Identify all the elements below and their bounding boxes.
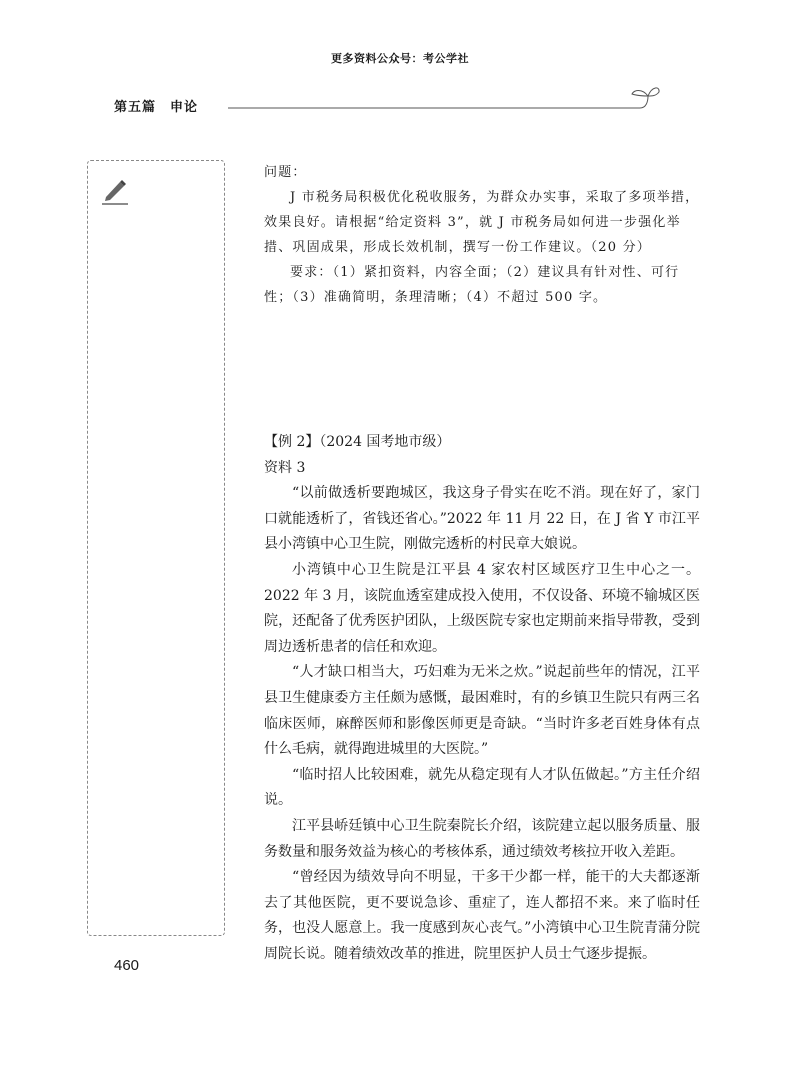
material-label: 资料 3 [264, 459, 306, 476]
example-title: 【例 2】（2024 国考地市级） [264, 434, 451, 450]
material-paragraph: “人才缺口相当大，巧妇难为无米之炊。”说起前些年的情况，江平县卫生健康委方主任颇为感慨，最困难时，有的乡镇卫生院只有两三名临床医师，麻醉医师和影像医师更是奇缺。“当时许多老百姓身体有点什么毛病，就得跑进城里的大医院。” [264, 664, 700, 758]
example-block [264, 430, 700, 967]
material-paragraph: “曾经因为绩效导向不明显，干多干少都一样，能干的大夫都逐渐去了其他医院，更不要说急诊、重症了，连人都招不来。来了临时任务，也没人愿意上。我一度感到灰心丧气。”小湾镇中心卫生院青蒲分院周院长说。随着绩效改革的推进，院里医护人员士气逐步提振。 [264, 869, 700, 962]
question-block [264, 160, 700, 310]
question-requirements: 要求：（1）紧扣资料，内容全面；（2）建议具有针对性、可行性；（3）准确简明，条理清晰；（4）不超过 500 字。 [264, 265, 680, 305]
notes-margin-box [87, 160, 225, 936]
material-paragraph: “临时招人比较困难，就先从稳定现有人才队伍做起。”方主任介绍说。 [264, 766, 700, 809]
top-banner: 更多资料公众号：考公学社 [331, 52, 469, 65]
pencil-icon [100, 177, 130, 205]
material-paragraph: 小湾镇中心卫生院是江平县 4 家农村区域医疗卫生中心之一。2022 年 3 月，该院血透室建成投入使用，不仅设备、环境不输城区医院，还配备了优秀医护团队，上级医院专家也定期前来指导带教，受到周边透析患者的信任和欢迎。 [264, 561, 700, 655]
material-paragraph: 江平县峤廷镇中心卫生院秦院长介绍，该院建立起以服务质量、服务数量和服务效益为核心的考核体系，通过绩效考核拉开收入差距。 [264, 817, 700, 860]
question-body: J 市税务局积极优化税收服务，为群众办实事，采取了多项举措，效果良好。请根据“给定资料 3”，就 J 市税务局如何进一步强化举措、巩固成果，形成长效机制，撰写一份工作建议。（20 分） [264, 190, 700, 255]
page-number: 460 [114, 957, 140, 974]
sprout-icon [228, 84, 660, 120]
section-heading: 第五篇 申论 [114, 100, 199, 115]
material-paragraph: “以前做透析要跑城区，我这身子骨实在吃不消。现在好了，家门口就能透析了，省钱还省心。”2022 年 11 月 22 日，在 J 省 Y 市江平县小湾镇中心卫生院，刚做完透析的村民章大娘说。 [264, 485, 700, 553]
question-label: 问题： [264, 165, 307, 180]
